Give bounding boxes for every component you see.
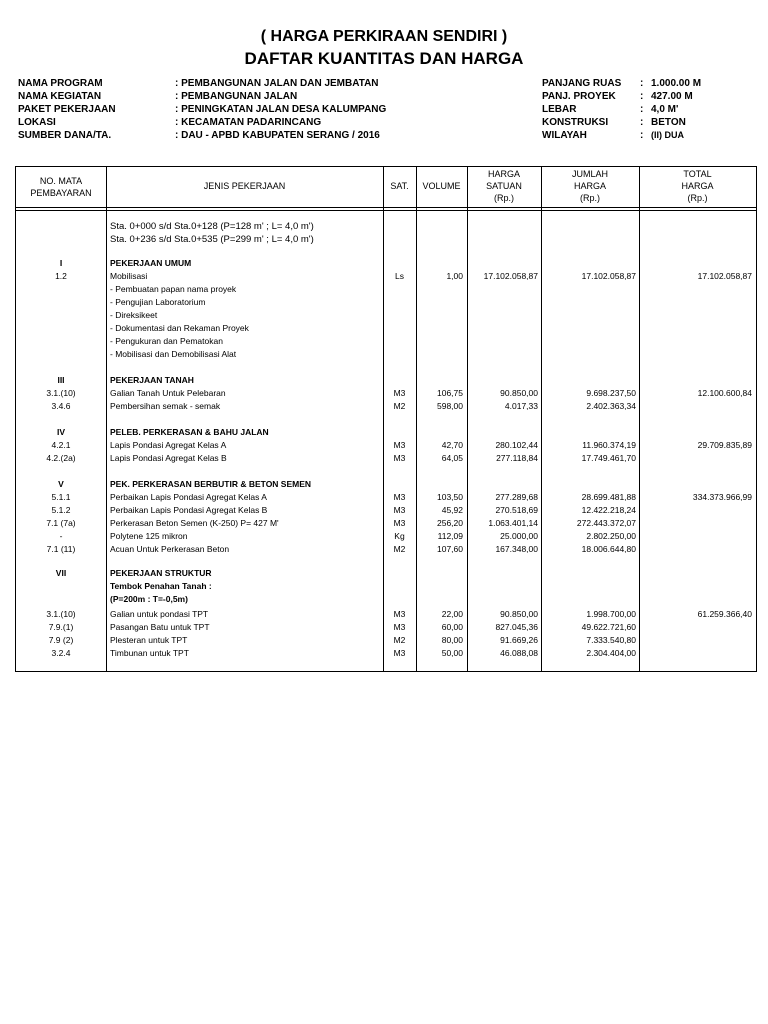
column-divider	[467, 167, 468, 671]
table-cell-desc: Tembok Penahan Tanah :	[110, 581, 212, 591]
table-cell-total: 61.259.366,40	[697, 609, 752, 619]
table-cell-jumlah: 1.998.700,00	[586, 609, 636, 619]
table-cell-sat: M3	[393, 388, 406, 398]
table-cell-no: III	[57, 375, 65, 385]
info-label: NAMA KEGIATAN	[18, 91, 102, 102]
table-cell-desc: PEKERJAAN TANAH	[110, 375, 194, 385]
table-cell-vol: 112,09	[437, 531, 463, 541]
info-label: PAKET PEKERJAAN	[18, 104, 116, 115]
info-value: : PEMBANGUNAN JALAN DAN JEMBATAN	[175, 78, 379, 89]
table-cell-desc: PELEB. PERKERASAN & BAHU JALAN	[110, 427, 269, 437]
table-cell-no: 7.1 (11)	[46, 544, 76, 554]
header-text: NO. MATA	[39, 176, 83, 186]
header-text: HARGA	[681, 181, 714, 191]
table-cell-no: 3.2.4	[51, 648, 71, 658]
table-cell-sat: M2	[393, 401, 406, 411]
table-cell-desc: PEKERJAAN UMUM	[110, 258, 192, 268]
table-cell-vol: 45,92	[441, 505, 463, 515]
table-cell-vol: 103,50	[437, 492, 463, 502]
info-value: (II) DUA	[651, 130, 684, 140]
info-label: KONSTRUKSI	[542, 117, 609, 128]
header-total-harga	[639, 168, 756, 204]
info-label: WILAYAH	[542, 130, 587, 141]
info-row-paket	[18, 103, 386, 116]
header-divider	[16, 207, 756, 208]
table-cell-vol: 80,00	[441, 635, 463, 645]
table-cell-desc: PEK. PERKERASAN BERBUTIR & BETON SEMEN	[110, 479, 312, 489]
table-cell-jumlah: 2.402.363,34	[586, 401, 636, 411]
table-cell-desc: Acuan Untuk Perkerasan Beton	[110, 544, 230, 554]
info-value: 4,0 M'	[651, 104, 679, 115]
column-divider	[541, 167, 542, 671]
table-cell-no: -	[59, 531, 63, 541]
info-row-program	[18, 77, 386, 90]
table-cell-no: 7.1 (7a)	[46, 518, 76, 528]
table-cell-sat: M3	[393, 609, 406, 619]
header-text: SATUAN	[486, 181, 522, 191]
header-jumlah-harga	[541, 168, 639, 204]
table-cell-jumlah: 28.699.481,88	[581, 492, 636, 502]
table-cell-total: 29.709.835,89	[697, 440, 752, 450]
table-cell-desc: Galian Tanah Untuk Pelebaran	[110, 388, 226, 398]
table-cell-harga: 91.669,26	[500, 635, 538, 645]
table-cell-harga: 4.017,33	[504, 401, 538, 411]
table-cell-harga: 17.102.058,87	[483, 271, 538, 281]
project-info-right	[542, 77, 701, 142]
table-cell-jumlah: 49.622.721,60	[581, 622, 636, 632]
table-cell-desc: - Dokumentasi dan Rekaman Proyek	[110, 323, 249, 333]
table-cell-desc: Timbunan untuk TPT	[110, 648, 189, 658]
info-colon: :	[640, 130, 644, 141]
table-cell-desc: - Pengukuran dan Pematokan	[110, 336, 223, 346]
table-cell-no: VII	[55, 568, 67, 578]
table-cell-sat: Ls	[395, 271, 404, 281]
table-cell-jumlah: 17.102.058,87	[581, 271, 636, 281]
table-cell-jumlah: 18.006.644,80	[581, 544, 636, 554]
table-cell-no: 1.2	[55, 271, 67, 281]
table-cell-harga: 280.102,44	[495, 440, 538, 450]
header-text: TOTAL	[683, 169, 712, 179]
info-label: LEBAR	[542, 104, 577, 115]
header-text: (Rp.)	[687, 193, 708, 203]
info-colon: :	[640, 117, 644, 128]
table-cell-sat: M2	[393, 635, 406, 645]
table-cell-vol: 1,00	[446, 271, 463, 281]
table-cell-desc: - Pengujian Laboratorium	[110, 297, 206, 307]
header-text: (Rp.)	[580, 193, 600, 203]
table-cell-no: 5.1.1	[51, 492, 71, 502]
info-value: 1.000.00 M	[651, 78, 702, 89]
table-cell-harga: 277.289,68	[495, 492, 538, 502]
table-cell-desc: Perbaikan Lapis Pondasi Agregat Kelas A	[110, 492, 267, 502]
table-cell-no: 3.1.(10)	[46, 609, 76, 619]
table-cell-desc: Mobilisasi	[110, 271, 148, 281]
table-cell-vol: 22,00	[441, 609, 463, 619]
table-cell-jumlah: 11.960.374,19	[582, 440, 636, 450]
info-value: BETON	[651, 117, 686, 128]
table-cell-sat: M3	[393, 518, 406, 528]
table-cell-harga: 90.850,00	[500, 388, 538, 398]
project-info-left	[18, 77, 386, 142]
table-cell-sat: M3	[393, 453, 406, 463]
info-colon: :	[640, 78, 644, 89]
table-cell-total: 334.373.966,99	[692, 492, 752, 502]
table-cell-harga: 46.088,08	[500, 648, 538, 658]
info-value: : PEMBANGUNAN JALAN	[175, 91, 298, 102]
info-label: SUMBER DANA/TA.	[18, 130, 112, 141]
info-label: LOKASI	[18, 117, 56, 128]
table-cell-jumlah: 2.304.404,00	[586, 648, 636, 658]
table-cell-desc: - Pembuatan papan nama proyek	[110, 284, 237, 294]
station-range: Sta. 0+000 s/d Sta.0+128 (P=128 m' ; L= 4,0 m')	[110, 221, 314, 232]
table-cell-jumlah: 272.443.372,07	[576, 518, 636, 528]
table-cell-harga: 1.063.401,14	[488, 518, 538, 528]
table-cell-no: 3.4.6	[51, 401, 71, 411]
info-colon: :	[640, 91, 644, 102]
table-cell-sat: Kg	[394, 531, 405, 541]
info-colon: :	[640, 104, 644, 115]
header-harga-satuan	[467, 168, 541, 204]
table-cell-jumlah: 17.749.461,70	[581, 453, 636, 463]
column-divider	[416, 167, 417, 671]
table-cell-no: 4.2.(2a)	[46, 453, 76, 463]
table-cell-desc: Galian untuk pondasi TPT	[110, 609, 209, 619]
table-cell-no: 5.1.2	[51, 505, 71, 515]
table-cell-no: 7.9.(1)	[48, 622, 74, 632]
table-cell-jumlah: 7.333.540,80	[586, 635, 636, 645]
column-divider	[383, 167, 384, 671]
table-cell-total: 12.100.600,84	[697, 388, 752, 398]
info-row-panjang-ruas	[542, 77, 701, 90]
table-cell-sat: M3	[393, 492, 406, 502]
info-value: : DAU - APBD KABUPATEN SERANG / 2016	[175, 130, 380, 141]
table-cell-desc: Plesteran untuk TPT	[110, 635, 188, 645]
table-cell-vol: 598,00	[437, 401, 463, 411]
table-cell-desc: Perkerasan Beton Semen (K-250) P= 427 M'	[110, 518, 279, 528]
quantity-price-table	[15, 166, 757, 672]
header-text: (Rp.)	[494, 193, 514, 203]
document-title: ( HARGA PERKIRAAN SENDIRI )	[260, 28, 508, 45]
table-cell-jumlah: 2.802.250,00	[586, 531, 636, 541]
header-text: HARGA	[573, 181, 606, 191]
info-row-kegiatan	[18, 90, 386, 103]
table-cell-vol: 42,70	[441, 440, 463, 450]
station-range: Sta. 0+236 s/d Sta.0+535 (P=299 m' ; L= 4,0 m')	[110, 234, 314, 245]
header-text: HARGA	[487, 169, 520, 179]
table-cell-desc: - Direksikeet	[110, 310, 158, 320]
table-cell-harga: 827.045,36	[495, 622, 538, 632]
header-no-mata-pembayaran	[16, 175, 106, 199]
document-subtitle: DAFTAR KUANTITAS DAN HARGA	[244, 49, 524, 68]
table-cell-total: 17.102.058,87	[697, 271, 752, 281]
table-cell-jumlah: 9.698.237,50	[586, 388, 636, 398]
table-cell-no: 4.2.1	[51, 440, 71, 450]
header-divider	[16, 210, 756, 211]
table-cell-vol: 256,20	[437, 518, 463, 528]
table-cell-no: 7.9 (2)	[48, 635, 74, 645]
table-cell-vol: 50,00	[441, 648, 463, 658]
table-cell-sat: M3	[393, 440, 406, 450]
column-divider	[106, 167, 107, 671]
info-row-sumber-dana	[18, 129, 386, 142]
table-cell-vol: 64,05	[441, 453, 463, 463]
table-cell-sat: M2	[393, 544, 406, 554]
table-cell-harga: 90.850,00	[500, 609, 538, 619]
table-cell-sat: M3	[393, 622, 406, 632]
table-cell-desc: (P=200m : T=-0,5m)	[110, 594, 188, 604]
table-cell-no: V	[58, 479, 64, 489]
table-cell-desc: Polytene 125 mikron	[110, 531, 188, 541]
table-cell-desc: Pasangan Batu untuk TPT	[110, 622, 210, 632]
header-sat: SAT.	[390, 181, 409, 191]
column-divider	[639, 167, 640, 671]
table-cell-sat: M3	[393, 648, 406, 658]
table-cell-harga: 25.000,00	[500, 531, 538, 541]
header-volume: VOLUME	[422, 181, 461, 191]
info-label: PANJ. PROYEK	[542, 91, 616, 102]
info-row-konstruksi	[542, 116, 701, 129]
table-cell-no: IV	[56, 427, 66, 437]
table-cell-harga: 270.518,69	[495, 505, 538, 515]
table-cell-desc: Perbaikan Lapis Pondasi Agregat Kelas B	[110, 505, 268, 515]
info-value: 427.00 M	[651, 91, 693, 102]
info-row-panj-proyek	[542, 90, 701, 103]
header-text: PEMBAYARAN	[30, 188, 92, 198]
table-cell-no: I	[59, 258, 63, 268]
info-row-wilayah	[542, 129, 701, 142]
header-text: JUMLAH	[571, 169, 608, 179]
table-cell-vol: 106,75	[437, 388, 463, 398]
info-row-lebar	[542, 103, 701, 116]
header-jenis-pekerjaan: JENIS PEKERJAAN	[203, 181, 286, 191]
info-label: PANJANG RUAS	[542, 78, 622, 89]
table-cell-no: 3.1.(10)	[46, 388, 76, 398]
table-cell-vol: 107,60	[437, 544, 463, 554]
table-cell-jumlah: 12.422.218,24	[581, 505, 636, 515]
table-cell-desc: Pembersihan semak - semak	[110, 401, 221, 411]
table-cell-desc: Lapis Pondasi Agregat Kelas B	[110, 453, 227, 463]
table-cell-desc: - Mobilisasi dan Demobilisasi Alat	[110, 349, 237, 359]
table-cell-harga: 277.118,84	[496, 453, 538, 463]
table-cell-sat: M3	[393, 505, 406, 515]
table-cell-desc: PEKERJAAN STRUKTUR	[110, 568, 212, 578]
info-value: : PENINGKATAN JALAN DESA KALUMPANG	[175, 104, 387, 115]
info-label: NAMA PROGRAM	[18, 78, 103, 89]
table-cell-harga: 167.348,00	[495, 544, 538, 554]
info-value: : KECAMATAN PADARINCANG	[175, 117, 322, 128]
info-row-lokasi	[18, 116, 386, 129]
table-cell-desc: Lapis Pondasi Agregat Kelas A	[110, 440, 227, 450]
table-cell-vol: 60,00	[441, 622, 463, 632]
